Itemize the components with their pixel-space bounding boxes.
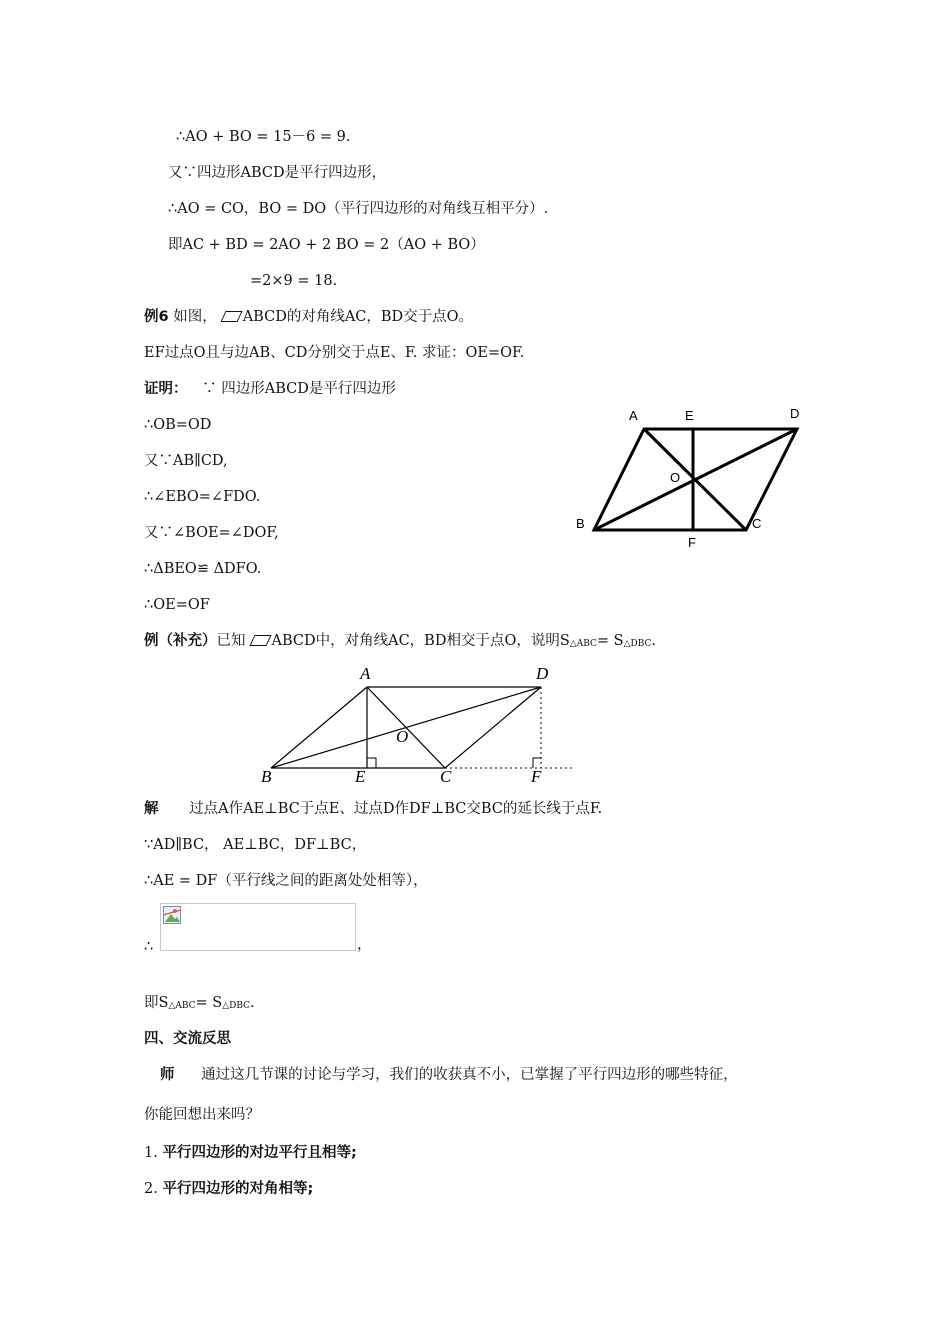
- text: 如图，: [173, 309, 217, 325]
- supplement-label: 例（补充）: [144, 633, 217, 649]
- comma: ，: [357, 937, 372, 953]
- text-line: ∴AO = CO，BO = DO（平行四边形的对角线互相平分）.: [168, 201, 549, 217]
- label-c: C: [752, 516, 762, 531]
- list-number: 1.: [144, 1145, 158, 1161]
- conclusion-line: [144, 993, 255, 1016]
- text: ∵ 四边形ABCD是平行四边形: [202, 381, 396, 397]
- proof-label: 证明：: [144, 381, 188, 397]
- subscript: △ABC: [168, 1001, 196, 1011]
- text-line: ∴AO + BO = 15－6 = 9.: [176, 129, 351, 145]
- text: 通过这几节课的讨论与学习，我们的收获真不小，已掌握了平行四边形的哪些特征，: [201, 1067, 738, 1083]
- text-line: 你能回想出来吗？: [144, 1107, 260, 1123]
- example-6-line: [144, 307, 473, 327]
- text-line: =2×9 = 18.: [250, 273, 338, 289]
- label-e: E: [355, 767, 366, 785]
- list-text: 平行四边形的对角相等;: [162, 1181, 314, 1197]
- broken-image-placeholder: [160, 903, 356, 951]
- subscript: △DBC: [623, 639, 652, 649]
- list-text: 平行四边形的对边平行且相等;: [162, 1145, 357, 1161]
- label-b: B: [576, 516, 585, 531]
- label-d: D: [790, 406, 800, 421]
- proof-line: [144, 379, 396, 399]
- text: .: [651, 633, 657, 649]
- label-a: A: [360, 664, 371, 683]
- parallelogram-figure-1: [570, 402, 810, 552]
- proof-step: ∴OB=OD: [144, 417, 212, 433]
- parallelogram-icon: [220, 311, 242, 322]
- label-e: E: [685, 408, 694, 423]
- text: ABCD的对角线AC，BD交于点O。: [242, 309, 474, 325]
- text: 即S: [144, 995, 169, 1011]
- subscript: △ABC: [569, 639, 597, 649]
- label-o: O: [396, 727, 409, 746]
- supplement-example-line: [144, 631, 656, 654]
- list-item: [144, 1143, 357, 1163]
- proof-step: ∴ΔBEO≌ ΔDFO.: [144, 561, 262, 577]
- section-heading: 四、交流反思: [144, 1031, 231, 1047]
- solution-label: 解: [144, 801, 159, 817]
- text: = S: [596, 633, 624, 649]
- teacher-line: [160, 1065, 738, 1085]
- label-f: F: [688, 535, 696, 550]
- broken-image-icon: [163, 906, 183, 926]
- parallelogram-figure-2: [255, 660, 585, 785]
- subscript: △DBC: [222, 1001, 251, 1011]
- text: .: [250, 995, 255, 1011]
- proof-step: 又∵∠BOE=∠DOF,: [144, 525, 279, 541]
- text: 过点A作AE⊥BC于点E、过点D作DF⊥BC交BC的延长线于点F.: [189, 801, 603, 817]
- example-6-label: 例6: [144, 309, 169, 325]
- parallelogram-icon: [249, 635, 271, 646]
- text-line: 又∵四边形ABCD是平行四边形，: [168, 165, 387, 181]
- list-number: 2.: [144, 1181, 158, 1197]
- solution-line: [144, 799, 602, 819]
- text: = S: [195, 995, 223, 1011]
- label-o: O: [670, 470, 681, 485]
- list-item: [144, 1179, 313, 1199]
- proof-step: ∴∠EBO=∠FDO.: [144, 489, 261, 505]
- text: 已知: [216, 633, 246, 649]
- label-d: D: [536, 664, 549, 683]
- solution-step: ∴AE = DF（平行线之间的距离处处相等），: [144, 873, 428, 889]
- proof-step: ∴OE=OF: [144, 597, 210, 613]
- label-a: A: [629, 408, 638, 423]
- label-b: B: [261, 767, 272, 785]
- diagonal-bd: [594, 429, 797, 530]
- teacher-label: 师: [160, 1067, 175, 1083]
- proof-step: 又∵AB∥CD,: [144, 453, 228, 469]
- text-line: EF过点O且与边AB、CD分别交于点E、F. 求证：OE=OF.: [144, 345, 525, 361]
- text: ABCD中，对角线AC，BD相交于点O，说明S: [271, 633, 570, 649]
- label-c: C: [440, 767, 452, 785]
- solution-step: ∵AD∥BC， AE⊥BC，DF⊥BC，: [144, 837, 367, 853]
- therefore-symbol: ∴: [144, 939, 154, 955]
- label-f: F: [531, 767, 542, 785]
- text-line: 即AC + BD = 2AO + 2 BO = 2（AO + BO）: [168, 237, 485, 253]
